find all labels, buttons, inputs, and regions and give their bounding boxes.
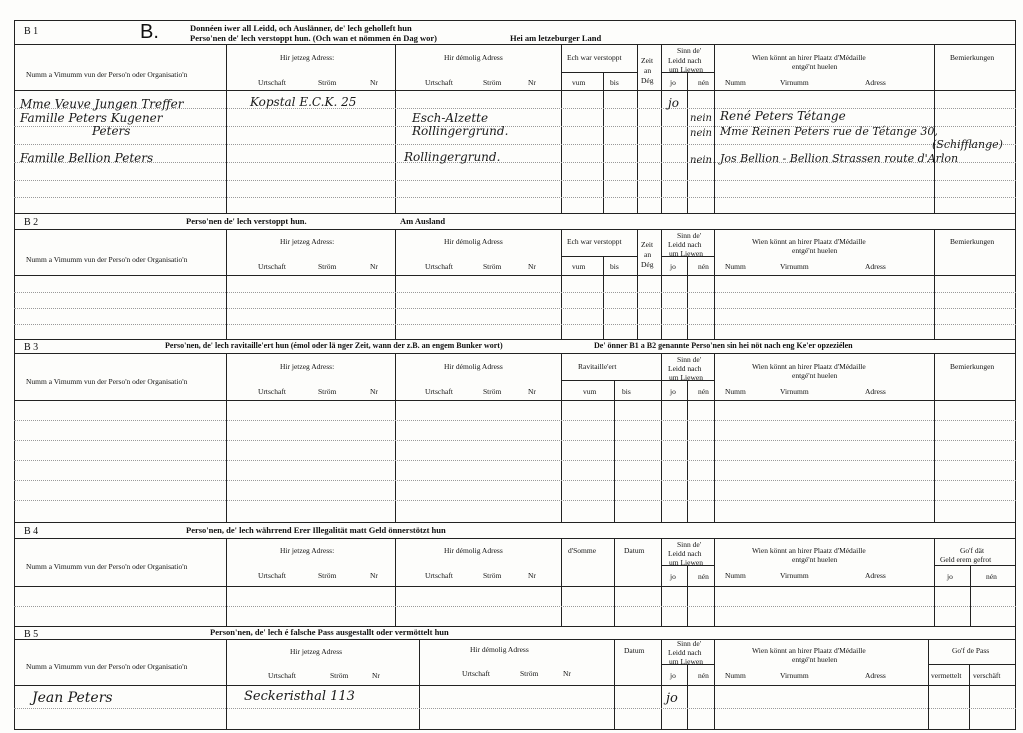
- b1-rule-head: [14, 90, 1016, 91]
- b5-h-medal2: entgé'nt huelen: [792, 655, 838, 664]
- b4-h-locality2: Urtschaft: [425, 571, 453, 580]
- b4-h-money-yes: jo: [947, 572, 953, 581]
- b2-h-firstname: Numm: [725, 262, 746, 271]
- b1-h-medal2: entgé'nt huelen: [792, 62, 838, 71]
- b5-rule-top: [14, 639, 1016, 640]
- b1-h-time2: an: [644, 66, 652, 75]
- b3-h-dead1: Sinn de': [677, 355, 702, 364]
- b1-h-name: Numm a Vimumm vun der Perso'n oder Organisatio'n: [26, 70, 188, 79]
- b3-h-no: nén: [698, 387, 709, 396]
- b5-col-line: [661, 639, 662, 730]
- b5-rule-head: [14, 685, 1016, 686]
- b4-h-nr: Nr: [370, 571, 378, 580]
- b2-h-medal2: entgé'nt huelen: [792, 246, 838, 255]
- b2-col-line: [714, 229, 715, 339]
- b4-section-code: B 4: [24, 526, 39, 537]
- b1-section-code: B 1: [24, 26, 39, 37]
- b2-rule-end: [14, 339, 1016, 340]
- b1-section-letter: B.: [140, 21, 159, 43]
- b1-h-dead1: Sinn de': [677, 46, 702, 55]
- b4-col-line: [561, 538, 562, 626]
- b3-title-right: De' önner B1 a B2 genannte Perso'nen sin hei nöt nach eng Ke'er opzeziélen: [594, 341, 853, 350]
- b1-title-right: Hei am letzeburger Land: [510, 33, 602, 43]
- b2-h-remarks: Bemierkungen: [950, 237, 995, 246]
- b1-entry-former-2: Rollingergrund.: [412, 124, 509, 138]
- b1-h-nr: Nr: [370, 78, 378, 87]
- b5-h-issued: verschäft: [973, 671, 1001, 680]
- b1-col-line: [687, 72, 688, 213]
- b4-row-line: [14, 606, 1016, 607]
- b2-h-time2: an: [644, 250, 652, 259]
- b4-h-name: Numm a Vimumm vun der Perso'n oder Organisatio'n: [26, 562, 188, 571]
- b3-col-line: [714, 353, 715, 522]
- b4-h-medal2: entgé'nt huelen: [792, 555, 838, 564]
- b1-h-remarks: Bemierkungen: [950, 53, 995, 62]
- b1-h-time3: Dég: [641, 76, 654, 85]
- b1-h-medal1: Wien könnt an hirer Plaatz d'Médaille: [752, 53, 866, 62]
- b1-h-former: Hir démolig Adress: [444, 53, 503, 62]
- b3-rule-top: [14, 353, 1016, 354]
- b5-section-code: B 5: [24, 629, 39, 640]
- b5-h-surname: Virnumm: [780, 671, 809, 680]
- b1-h-nr2: Nr: [528, 78, 536, 87]
- b3-title: Perso'nen, de' lech ravitaille'ert hun (émol oder lä nger Zeit, wann der z.B. an engem Bunker wort): [165, 341, 503, 350]
- b1-col-line: [603, 72, 604, 213]
- b5-h-dead1: Sinn de': [677, 639, 702, 648]
- b2-col-line: [395, 229, 396, 339]
- b4-col-line: [714, 538, 715, 626]
- b1-h-no: nén: [698, 78, 709, 87]
- b4-h-street: Ström: [318, 571, 337, 580]
- b1-entry-medal-2b: (Schifflange): [932, 138, 1003, 151]
- b1-h-yes: jo: [670, 78, 676, 87]
- b1-col-line: [226, 44, 227, 213]
- b1-entry-name-3: Peters: [92, 124, 131, 138]
- b3-h-from: vum: [583, 387, 597, 396]
- b3-row-line: [14, 500, 1016, 501]
- b1-h-time1: Zeit: [641, 56, 654, 65]
- b4-col-line: [395, 538, 396, 626]
- b3-h-nr: Nr: [370, 387, 378, 396]
- b3-h-remarks: Bemierkungen: [950, 362, 995, 371]
- b5-h-firstname: Numm: [725, 671, 746, 680]
- b3-col-line: [226, 353, 227, 522]
- b2-h-address: Adress: [865, 262, 886, 271]
- b1-entry-name-4: Famille Bellion Peters: [20, 151, 154, 165]
- b4-title: Perso'nen, de' lech währrend Erer Illegalität matt Geld önnerstötzt hun: [186, 525, 446, 535]
- b1-h-dead2: Leidd nach: [668, 56, 702, 65]
- b1-entry-alive-3: nein: [690, 128, 712, 139]
- b5-h-nr: Nr: [372, 671, 380, 680]
- b2-col-line: [637, 229, 638, 339]
- b2-h-nr2: Nr: [528, 262, 536, 271]
- b1-row-line: [14, 197, 1016, 198]
- b4-sub-line: [661, 565, 714, 566]
- b3-h-street2: Ström: [483, 387, 502, 396]
- b1-rule-end: [14, 213, 1016, 214]
- b4-h-dead1: Sinn de': [677, 540, 702, 549]
- b4-col-line: [687, 565, 688, 626]
- b4-h-street2: Ström: [483, 571, 502, 580]
- b4-rule-top: [14, 538, 1016, 539]
- b3-h-supplied: Ravitaille'ert: [578, 362, 617, 371]
- b4-h-no: nén: [698, 572, 709, 581]
- b2-h-time1: Zeit: [641, 240, 654, 249]
- b3-h-locality: Urtschaft: [258, 387, 286, 396]
- b1-h-firstname: Numm: [725, 78, 746, 87]
- b5-h-locality: Urtschaft: [268, 671, 296, 680]
- b2-h-former: Hir démolig Adress: [444, 237, 503, 246]
- b3-row-line: [14, 420, 1016, 421]
- b1-sub-line: [661, 72, 714, 73]
- b1-h-hidden: Ech war verstoppt: [567, 53, 622, 62]
- b4-col-line: [661, 538, 662, 626]
- b3-h-firstname: Numm: [725, 387, 746, 396]
- b3-h-nr2: Nr: [528, 387, 536, 396]
- b1-h-current: Hir jetzeg Adress:: [280, 53, 335, 62]
- b5-col-line: [419, 639, 420, 730]
- b1-h-to: bis: [610, 78, 619, 87]
- b3-h-surname: Virnumm: [780, 387, 809, 396]
- b2-col-line: [226, 229, 227, 339]
- b2-h-medal1: Wien könnt an hirer Plaatz d'Médaille: [752, 237, 866, 246]
- b3-col-line: [661, 353, 662, 522]
- b3-h-street: Ström: [318, 387, 337, 396]
- b1-h-address: Adress: [865, 78, 886, 87]
- b1-entry-former-1: Esch-Alzette: [412, 111, 489, 125]
- b2-title-right: Am Ausland: [400, 216, 446, 226]
- b5-h-yes: jo: [670, 671, 676, 680]
- b1-h-dead3: um Liewen: [669, 65, 703, 74]
- b1-title-line1: Donnéen iwer all Leidd, och Auslänner, de' lech geholleft hun: [190, 23, 412, 33]
- b1-entry-name-2: Famille Peters Kugener: [20, 111, 163, 125]
- b3-row-line: [14, 460, 1016, 461]
- b2-h-to: bis: [610, 262, 619, 271]
- b4-h-money2: Geld erem gefrot: [940, 555, 992, 564]
- b1-entry-former-3: Rollingergrund.: [404, 150, 501, 164]
- b2-row-line: [14, 308, 1016, 309]
- b2-rule-head: [14, 275, 1016, 276]
- b2-h-locality2: Urtschaft: [425, 262, 453, 271]
- b1-h-surname: Virnumm: [780, 78, 809, 87]
- b3-h-current: Hir jetzeg Adress:: [280, 362, 335, 371]
- b5-entry-current-1: Seckeristhal 113: [244, 689, 355, 704]
- b5-h-former: Hir démolig Adress: [470, 645, 529, 654]
- b1-col-line: [637, 44, 638, 213]
- b5-h-dead3: um Liewen: [669, 657, 703, 666]
- b3-h-yes: jo: [670, 387, 676, 396]
- b3-col-line: [561, 353, 562, 522]
- b4-h-nr2: Nr: [528, 571, 536, 580]
- b1-entry-medal-2: Mme Reinen Peters rue de Tétange 30,: [720, 125, 938, 138]
- b1-h-from: vum: [572, 78, 586, 87]
- b3-h-locality2: Urtschaft: [425, 387, 453, 396]
- b5-title: Person'nen, de' lech é falsche Pass ausgestallt oder vermöttelt hun: [210, 627, 449, 637]
- b5-h-pass: Go'f de Pass: [952, 646, 990, 655]
- b2-row-line: [14, 292, 1016, 293]
- b5-h-no: nén: [698, 671, 709, 680]
- b2-h-from: vum: [572, 262, 586, 271]
- b3-h-address: Adress: [865, 387, 886, 396]
- b3-row-line: [14, 440, 1016, 441]
- b1-row-line: [14, 180, 1016, 181]
- b5-h-nr2: Nr: [563, 669, 571, 678]
- b2-h-no: nén: [698, 262, 709, 271]
- b5-col-line: [928, 639, 929, 730]
- b2-section-code: B 2: [24, 217, 39, 228]
- b4-col-line: [226, 538, 227, 626]
- b5-h-dead2: Leidd nach: [668, 648, 702, 657]
- b4-col-line: [614, 538, 615, 626]
- b5-h-current: Hir jetzeg Adress: [290, 647, 343, 656]
- b2-h-dead2: Leidd nach: [668, 240, 702, 249]
- b2-rule-top: [14, 229, 1016, 230]
- b4-col-line: [934, 538, 935, 626]
- b5-col-line: [714, 639, 715, 730]
- b4-h-current: Hir jetzeg Adress:: [280, 546, 335, 555]
- b5-col-line: [226, 639, 227, 730]
- b2-h-time3: Dég: [641, 260, 654, 269]
- b5-col-line: [614, 639, 615, 730]
- b2-row-line: [14, 324, 1016, 325]
- b3-sub-line: [661, 380, 714, 381]
- b2-col-line: [661, 229, 662, 339]
- b3-h-former: Hir démolig Adress: [444, 362, 503, 371]
- b3-col-line: [395, 353, 396, 522]
- b4-h-money-no: nén: [986, 572, 997, 581]
- b1-entry-current-1: Kopstal E.C.K. 25: [250, 95, 357, 109]
- b4-h-former: Hir démolig Adress: [444, 546, 503, 555]
- b1-col-line: [661, 44, 662, 213]
- b5-row-line: [14, 708, 1016, 709]
- b2-col-line: [561, 229, 562, 339]
- b3-rule-end: [14, 522, 1016, 523]
- b1-sub-line: [561, 72, 637, 73]
- b5-h-medal1: Wien könnt an hirer Plaatz d'Médaille: [752, 646, 866, 655]
- b1-title-line2: Perso'nen de' lech verstoppt hun. (Och wan et nömmen én Dag wor): [190, 33, 437, 43]
- b3-row-line: [14, 480, 1016, 481]
- b4-sub-line: [934, 565, 1016, 566]
- b1-h-locality2: Urtschaft: [425, 78, 453, 87]
- b2-h-name: Numm a Vimumm vun der Perso'n oder Organisatio'n: [26, 255, 188, 264]
- b1-h-locality: Urtschaft: [258, 78, 286, 87]
- b4-rule-head: [14, 586, 1016, 587]
- b4-h-address: Adress: [865, 571, 886, 580]
- b4-h-medal1: Wien könnt an hirer Plaatz d'Médaille: [752, 546, 866, 555]
- b4-col-line: [970, 565, 971, 626]
- b2-col-line: [687, 256, 688, 339]
- b5-entry-alive-1: jo: [666, 691, 678, 706]
- b5-h-locality2: Urtschaft: [462, 669, 490, 678]
- b3-section-code: B 3: [24, 342, 39, 353]
- b2-h-yes: jo: [670, 262, 676, 271]
- b2-h-dead1: Sinn de': [677, 231, 702, 240]
- b1-col-line: [714, 44, 715, 213]
- b2-h-locality: Urtschaft: [258, 262, 286, 271]
- b5-h-brokered: vermettelt: [931, 671, 962, 680]
- b1-entry-medal-3: Jos Bellion - Bellion Strassen route d'Arlon: [720, 152, 959, 165]
- b5-sub-line: [928, 664, 1016, 665]
- b5-h-street: Ström: [330, 671, 349, 680]
- b5-sub-line: [661, 664, 714, 665]
- b1-rule-top: [14, 44, 1016, 45]
- b2-h-hidden: Ech war verstoppt: [567, 237, 622, 246]
- b3-h-to: bis: [622, 387, 631, 396]
- b4-h-money1: Go'f dät: [960, 546, 985, 555]
- b3-h-dead2: Leidd nach: [668, 364, 702, 373]
- b1-entry-alive-1: jo: [668, 96, 679, 110]
- b1-h-street: Ström: [318, 78, 337, 87]
- b4-h-dead3: um Liewen: [669, 558, 703, 567]
- b4-h-dead2: Leidd nach: [668, 549, 702, 558]
- b1-entry-name-1: Mme Veuve Jungen Treffer: [20, 97, 184, 111]
- b3-h-name: Numm a Vimumm vun der Perso'n oder Organisatio'n: [26, 377, 188, 386]
- b4-h-yes: jo: [670, 572, 676, 581]
- b4-rule-end: [14, 626, 1016, 627]
- b1-entry-alive-2: nein: [690, 113, 712, 124]
- b5-entry-name-1: Jean Peters: [32, 690, 113, 706]
- b4-h-sum: d'Somme: [568, 546, 597, 555]
- b4-h-locality: Urtschaft: [258, 571, 286, 580]
- b2-h-street2: Ström: [483, 262, 502, 271]
- b1-entry-medal-1: René Peters Tétange: [720, 109, 846, 123]
- b5-h-date: Datum: [624, 646, 645, 655]
- b5-h-street2: Ström: [520, 669, 539, 678]
- b4-h-firstname: Numm: [725, 571, 746, 580]
- b2-h-current: Hir jetzeg Adress:: [280, 237, 335, 246]
- b1-col-line: [561, 44, 562, 213]
- b3-sub-line: [561, 380, 661, 381]
- b2-title: Perso'nen de' lech verstoppt hun.: [186, 216, 307, 226]
- b5-h-name: Numm a Vimumm vun der Perso'n oder Organisatio'n: [26, 662, 188, 671]
- b2-h-street: Ström: [318, 262, 337, 271]
- b3-h-medal1: Wien könnt an hirer Plaatz d'Médaille: [752, 362, 866, 371]
- b2-h-surname: Virnumm: [780, 262, 809, 271]
- b3-h-dead3: um Liewen: [669, 373, 703, 382]
- b5-col-line: [687, 664, 688, 730]
- b5-col-line: [969, 664, 970, 730]
- b3-rule-head: [14, 400, 1016, 401]
- b4-h-surname: Virnumm: [780, 571, 809, 580]
- b1-row-line: [14, 144, 1016, 145]
- b2-col-line: [934, 229, 935, 339]
- b2-h-nr: Nr: [370, 262, 378, 271]
- b2-sub-line: [661, 256, 714, 257]
- b2-sub-line: [561, 256, 637, 257]
- b5-h-address: Adress: [865, 671, 886, 680]
- b3-col-line: [934, 353, 935, 522]
- b1-entry-alive-4: nein: [690, 155, 712, 166]
- b2-col-line: [603, 256, 604, 339]
- b2-h-dead3: um Liewen: [669, 249, 703, 258]
- b4-h-date: Datum: [624, 546, 645, 555]
- b3-h-medal2: entgé'nt huelen: [792, 371, 838, 380]
- b1-col-line: [395, 44, 396, 213]
- b1-h-street2: Ström: [483, 78, 502, 87]
